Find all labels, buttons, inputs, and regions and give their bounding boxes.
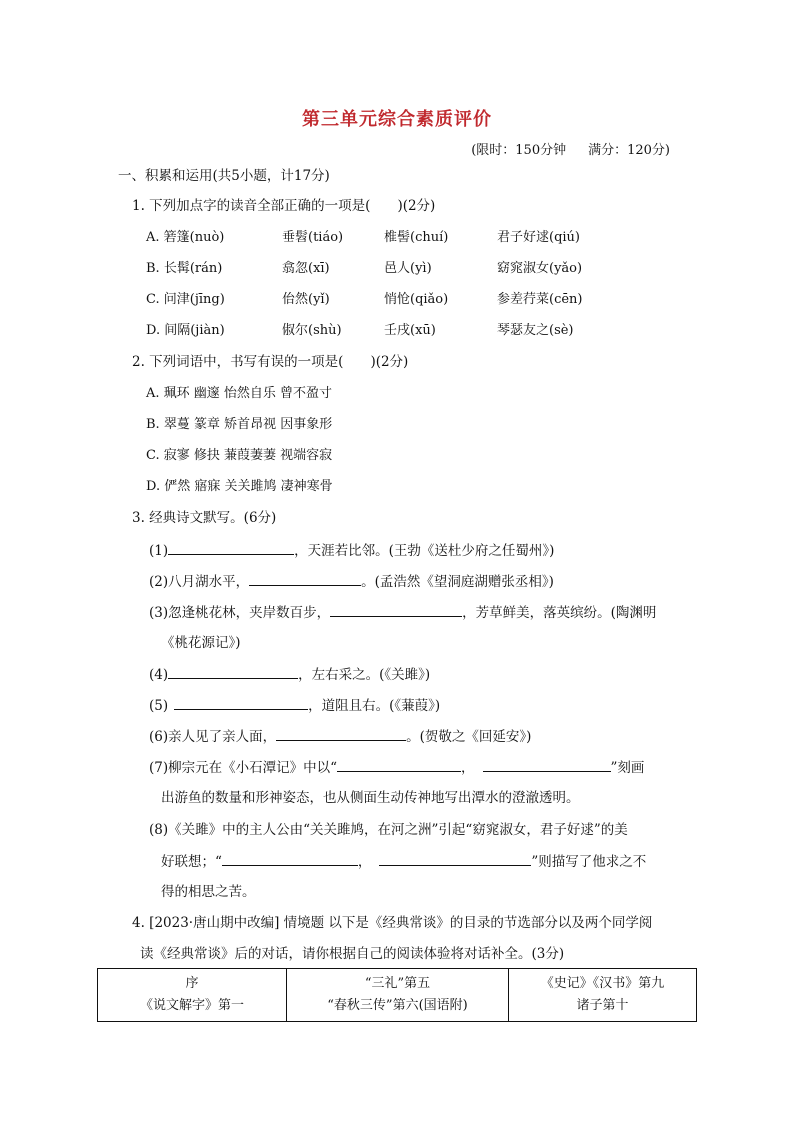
q3-7-blank-1[interactable] bbox=[337, 757, 461, 772]
q1-b-3: 邑人(yì) bbox=[384, 261, 432, 276]
toc-cell bbox=[98, 969, 287, 1022]
q2-option-c: C. 寂寥 修抉 蒹葭萋萋 视端容寂 bbox=[146, 448, 333, 463]
q3-5-num: (5) bbox=[149, 698, 169, 714]
exam-meta bbox=[471, 139, 670, 158]
q3-stem: 3. 经典诗文默写。(6分) bbox=[132, 510, 277, 526]
toc-1-2: “三礼”第五 bbox=[364, 976, 431, 991]
q1-b-2: 翕忽(xī) bbox=[282, 261, 330, 276]
q3-line-3-cont: 《桃花源记》) bbox=[161, 635, 241, 651]
q3-line-6 bbox=[149, 726, 531, 747]
q4-stem-1: 4. [2023·唐山期中改编] 情境题 以下是《经典常谈》的目录的节选部分以及两个同学阅 bbox=[132, 915, 653, 931]
q3-line-8-b bbox=[161, 851, 646, 872]
q3-4-tail: ，左右采之。(《关雎》) bbox=[298, 667, 431, 683]
q1-a-1: A. 箬篷(nuò) bbox=[146, 230, 225, 245]
toc-2-2: “春秋三传”第六(国语附) bbox=[327, 998, 468, 1013]
section-heading: 一、积累和运用(共5小题，计17分) bbox=[118, 168, 330, 184]
q1-c-3: 悄怆(qiǎo) bbox=[384, 292, 449, 307]
q3-1-tail: ，天涯若比邻。(王勃《送杜少府之任蜀州》) bbox=[294, 543, 555, 559]
q1-d-2: 俶尔(shù) bbox=[282, 323, 342, 338]
q3-line-5 bbox=[149, 695, 440, 716]
toc-2-3: 诸子第十 bbox=[576, 998, 629, 1013]
q3-7-tail: ”刻画 bbox=[610, 760, 645, 776]
q3-8-mid: ， bbox=[357, 854, 372, 870]
q2-option-b: B. 翠蔓 篆章 矫首昂视 因事象形 bbox=[146, 417, 333, 432]
q3-2-tail: 。(孟浩然《望洞庭湖赠张丞相》) bbox=[361, 574, 554, 590]
toc-cell bbox=[509, 969, 697, 1022]
table-row bbox=[98, 969, 697, 1022]
q3-line-7 bbox=[149, 757, 644, 778]
q2-option-d: D. 俨然 寤寐 关关雎鸠 凄神寒骨 bbox=[146, 479, 333, 494]
toc-2-1: 《说文解字》第一 bbox=[139, 998, 244, 1013]
q3-4-num: (4) bbox=[149, 667, 169, 683]
page-title: 第三单元综合素质评价 bbox=[302, 109, 492, 130]
q3-line-4 bbox=[149, 664, 430, 685]
q1-d-1: D. 间隔(jiàn) bbox=[146, 323, 225, 338]
q4-stem-2: 读《经典常谈》后的对话，请你根据自己的阅读体验将对话补全。(3分) bbox=[140, 946, 565, 962]
toc-1-1: 序 bbox=[185, 976, 199, 991]
toc-table bbox=[97, 968, 697, 1022]
q3-8-head: 好联想；“ bbox=[161, 854, 222, 870]
q1-b-1: B. 长髯(rán) bbox=[146, 261, 223, 276]
q3-6-head: (6)亲人见了亲人面， bbox=[149, 729, 277, 745]
q1-c-2: 佁然(yǐ) bbox=[282, 292, 330, 307]
q3-8-blank-2[interactable] bbox=[379, 851, 531, 866]
full-marks: 满分：120分) bbox=[588, 143, 670, 158]
q3-1-num: (1) bbox=[149, 543, 169, 559]
q3-3-blank[interactable] bbox=[330, 602, 462, 617]
q3-2-head: (2)八月湖水平， bbox=[149, 574, 250, 590]
q3-line-3 bbox=[149, 602, 656, 623]
q3-line-8: (8)《关雎》中的主人公由“关关雎鸠，在河之洲”引起“窈窕淑女，君子好逑”的美 bbox=[149, 822, 628, 838]
q1-a-2: 垂髫(tiáo) bbox=[282, 230, 344, 245]
q3-line-7-cont: 出游鱼的数量和形神姿态，也从侧面生动传神地写出潭水的澄澈透明。 bbox=[161, 790, 580, 806]
q1-c-1: C. 问津(jīng) bbox=[146, 292, 225, 307]
q3-7-head: (7)柳宗元在《小石潭记》中以“ bbox=[149, 760, 338, 776]
q3-line-2 bbox=[149, 571, 554, 592]
q3-5-blank[interactable] bbox=[174, 695, 308, 710]
q1-d-4: 琴瑟友之(sè) bbox=[497, 323, 574, 338]
q3-4-blank[interactable] bbox=[168, 664, 298, 679]
q3-3-tail: ，芳草鲜美，落英缤纷。(陶渊明 bbox=[462, 605, 657, 621]
q1-d-3: 壬戌(xū) bbox=[384, 323, 436, 338]
q3-1-blank[interactable] bbox=[168, 540, 294, 555]
q1-stem: 1. 下列加点字的读音全部正确的一项是( )(2分) bbox=[132, 198, 436, 214]
q3-line-1 bbox=[149, 540, 554, 561]
q3-6-blank[interactable] bbox=[276, 726, 406, 741]
q3-3-head: (3)忽逢桃花林，夹岸数百步， bbox=[149, 605, 331, 621]
q2-option-a: A. 珮环 幽邃 怡然自乐 曾不盈寸 bbox=[146, 386, 333, 401]
q3-8-blank-1[interactable] bbox=[222, 851, 358, 866]
q3-5-tail: ，道阻且右。(《蒹葭》) bbox=[308, 698, 441, 714]
q3-8-tail: ”则描写了他求之不 bbox=[531, 854, 647, 870]
q3-7-blank-2[interactable] bbox=[483, 757, 611, 772]
q2-stem: 2. 下列词语中，书写有误的一项是( )(2分) bbox=[132, 354, 409, 370]
q1-a-4: 君子好逑(qiú) bbox=[497, 230, 580, 245]
q3-7-mid: ， bbox=[461, 760, 475, 776]
q3-2-blank[interactable] bbox=[249, 571, 361, 586]
toc-cell bbox=[287, 969, 509, 1022]
q3-line-8-cont: 得的相思之苦。 bbox=[161, 884, 256, 900]
q3-6-tail: 。(贺敬之《回延安》) bbox=[406, 729, 532, 745]
time-limit: (限时：150分钟 bbox=[471, 143, 567, 158]
toc-1-3: 《史记》《汉书》第九 bbox=[540, 976, 665, 991]
q1-c-4: 参差荇菜(cēn) bbox=[497, 292, 583, 307]
q1-a-3: 椎髻(chuí) bbox=[384, 230, 449, 245]
q1-b-4: 窈窕淑女(yǎo) bbox=[497, 261, 583, 276]
